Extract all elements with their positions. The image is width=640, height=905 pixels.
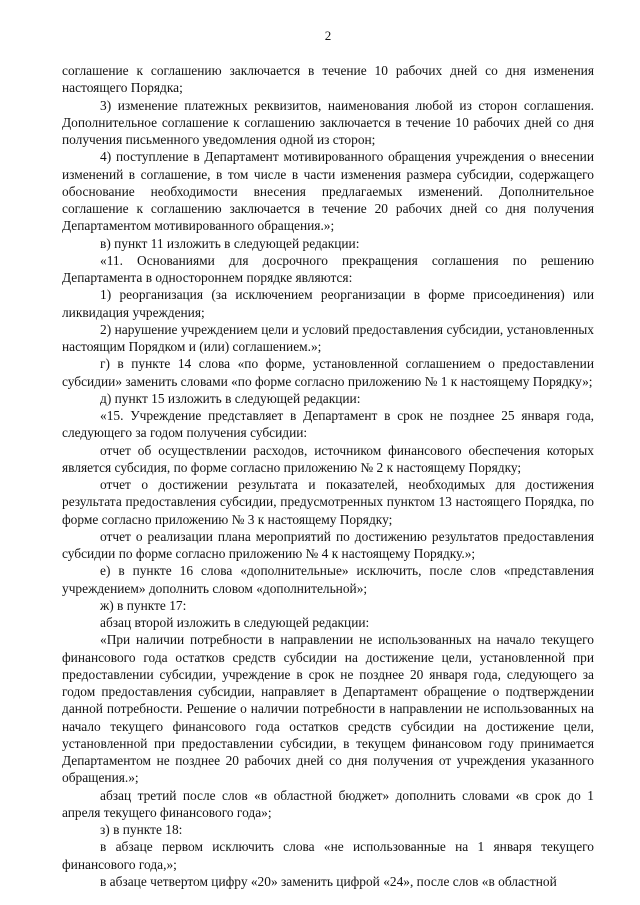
paragraph: 4) поступление в Департамент мотивированного обращения учреждения о внесении изменений в соглашение, в том числе в части изменения размера субсидии, содержащего обоснование необходимости внесения предлагаемых изменений. Дополнительное соглашение к соглашению заключается в течение 20 рабочих дней со дня получения Департаментом мотивированного обращения.»; <box>62 149 594 234</box>
paragraph: в абзаце первом исключить слова «не использованные на 1 января текущего финансового года,»; <box>62 839 594 872</box>
paragraph: з) в пункте 18: <box>100 822 183 837</box>
paragraph: ж) в пункте 17: <box>100 597 187 613</box>
page-number: 2 <box>324 28 332 43</box>
paragraph: 2) нарушение учреждением цели и условий предоставления субсидии, установленных настоящим Порядком и (или) соглашением.»; <box>62 321 594 354</box>
paragraph: абзац третий после слов «в областной бюджет» дополнить словами «в срок до 1 апреля текущего финансового года»; <box>62 787 594 820</box>
paragraph: отчет об осуществлении расходов, источником финансового обеспечения которых является субсидия, по форме согласно приложению № 2 к настоящему Порядку; <box>62 442 594 475</box>
paragraph: «11. Основаниями для досрочного прекращения соглашения по решению Департамента в одностороннем порядке являются: <box>62 252 594 285</box>
paragraph: соглашение к соглашению заключается в течение 10 рабочих дней со дня изменения настоящего Порядка; <box>62 63 594 96</box>
paragraph: «При наличии потребности в направлении не использованных на начало текущего финансового года остатков средств субсидии на достижение цели, установленной при предоставлении субсидии, учреждение в срок не позднее 20 января года, следующего за годом предоставления субсидии, направляет в Департамент обращение о подтверждении данной потребности. Решение о наличии потребности в направлении не использованных на начало текущего финансового года остатков средств субсидии на достижение цели, установленной при предоставлении субсидии, в текущем финансовом году принимается Департаментом не позднее 20 рабочих дней со дня получения от учреждения указанного обращения.»; <box>62 632 594 786</box>
paragraph: абзац второй изложить в следующей редакции: <box>100 615 370 630</box>
paragraph: е) в пункте 16 слова «дополнительные» исключить, после слов «представления учреждением» дополнить словом «дополнительной»; <box>62 563 594 596</box>
paragraph: в) пункт 11 изложить в следующей редакции: <box>100 235 360 251</box>
paragraph: г) в пункте 14 слова «по форме, установленной соглашением о предоставлении субсидии» заменить словами «по форме согласно приложению № 1 к настоящему Порядку»; <box>62 356 594 389</box>
paragraph: в абзаце четвертом цифру «20» заменить цифрой «24», после слов «в областной <box>100 873 557 889</box>
document-body <box>62 62 594 890</box>
paragraph: д) пункт 15 изложить в следующей редакции: <box>100 390 361 406</box>
paragraph: 1) реорганизация (за исключением реорганизации в форме присоединения) или ликвидация учреждения; <box>62 287 594 320</box>
paragraph: «15. Учреждение представляет в Департамент в срок не позднее 25 января года, следующего за годом получения субсидии: <box>62 408 594 441</box>
paragraph: 3) изменение платежных реквизитов, наименования любой из сторон соглашения. Дополнительное соглашение к соглашению заключается в течение 10 рабочих дней со дня получения письменного уведомления одной из сторон; <box>62 97 594 147</box>
paragraph: отчет о достижении результата и показателей, необходимых для достижения результата предоставления субсидии, предусмотренных пунктом 13 настоящего Порядка, по форме согласно приложению № 3 к настоящему Порядку; <box>62 477 594 527</box>
paragraph: отчет о реализации плана мероприятий по достижению результатов предоставления субсидии по форме согласно приложению № 4 к настоящему Порядку.»; <box>62 528 594 561</box>
